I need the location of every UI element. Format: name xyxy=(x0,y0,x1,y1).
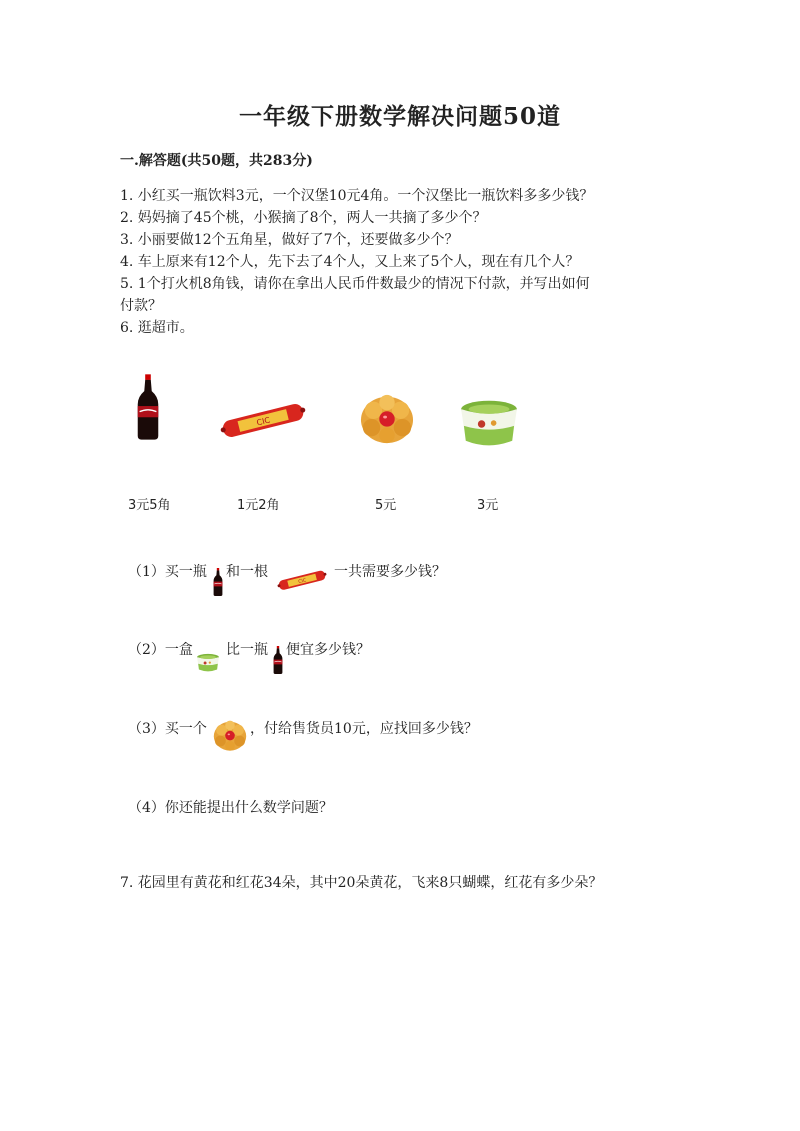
subquestion-2-part-b: 比一瓶 xyxy=(226,642,268,658)
question-5-continued: 付款？ xyxy=(120,298,162,314)
price-cola: 3元5角 xyxy=(128,498,171,513)
subquestion-1-part-c: 一共需要多少钱？ xyxy=(334,564,446,580)
sausage-icon xyxy=(218,400,308,440)
subquestion-2-part-a: （2）一盒 xyxy=(128,642,193,658)
question-6: 6. 逛超市。 xyxy=(120,320,194,336)
subquestion-1-part-a: （1）买一瓶 xyxy=(128,564,207,580)
ice-cream-tub-icon xyxy=(196,652,220,674)
question-7: 7. 花园里有黄花和红花34朵，其中20朵黄花，飞来8只蝴蝶，红花有多少朵？ xyxy=(120,875,603,891)
question-2: 2. 妈妈摘了45个桃，小猴摘了8个，两人一共摘了多少个？ xyxy=(120,210,487,226)
page-title: 一年级下册数学解决问题50道 xyxy=(238,103,561,130)
subquestion-3-part-b: ，付给售货员10元，应找回多少钱？ xyxy=(250,721,478,737)
price-ice-cream: 3元 xyxy=(477,498,499,513)
bread-icon xyxy=(212,718,248,752)
price-bread: 5元 xyxy=(375,498,397,513)
cola-bottle-icon xyxy=(272,646,284,674)
subquestion-4: （4）你还能提出什么数学问题？ xyxy=(128,800,333,816)
ice-cream-tub-icon xyxy=(458,398,520,450)
section-heading: 一.解答题(共50题，共283分) xyxy=(120,153,313,169)
cola-bottle-icon xyxy=(134,373,162,441)
bread-icon xyxy=(358,391,416,445)
subquestion-2-part-c: 便宜多少钱？ xyxy=(286,642,370,658)
subquestion-3-part-a: （3）买一个 xyxy=(128,721,207,737)
cola-bottle-icon xyxy=(212,568,224,596)
sausage-icon xyxy=(276,568,328,592)
subquestion-1-part-b: 和一根 xyxy=(226,564,268,580)
question-1: 1. 小红买一瓶饮料3元，一个汉堡10元4角。一个汉堡比一瓶饮料多多少钱？ xyxy=(120,188,594,204)
question-3: 3. 小丽要做12个五角星，做好了7个，还要做多少个？ xyxy=(120,232,459,248)
question-5: 5. 1个打火机8角钱，请你在拿出人民币件数最少的情况下付款，并写出如何 xyxy=(120,276,590,292)
question-4: 4. 车上原来有12个人，先下去了4个人，又上来了5个人，现在有几个人？ xyxy=(120,254,580,270)
price-sausage: 1元2角 xyxy=(237,498,280,513)
